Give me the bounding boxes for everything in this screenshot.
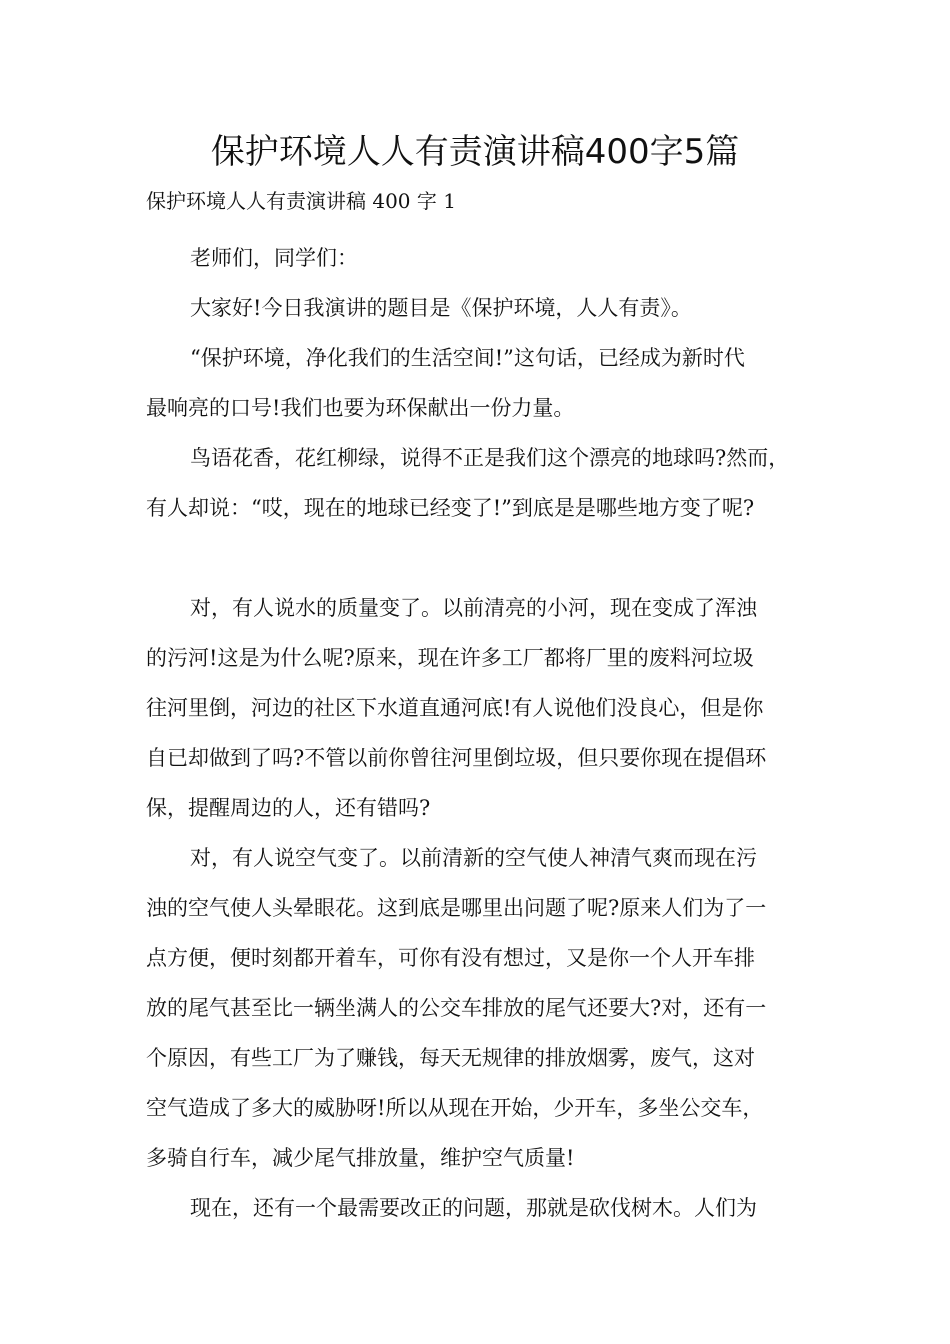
text-line: 鸟语花香，花红柳绿，说得不正是我们这个漂亮的地球吗?然而， — [190, 446, 790, 470]
text-line: 对，有人说空气变了。以前清新的空气使人神清气爽而现在污 — [190, 846, 757, 870]
document-title: 保护环境人人有责演讲稿400字5篇 — [210, 132, 740, 172]
paragraph-greeting — [146, 233, 810, 283]
paragraph-spacer — [146, 533, 810, 583]
paragraph-slogan — [146, 333, 810, 433]
paragraph-air — [146, 833, 810, 1183]
paragraph-trees — [146, 1183, 810, 1233]
paragraph-water — [146, 583, 810, 833]
text-line: 浊的空气使人头晕眼花。这到底是哪里出问题了呢?原来人们为了一 — [146, 896, 767, 920]
text-line: 有人却说：“哎，现在的地球已经变了!”到底是是哪些地方变了呢? — [146, 496, 755, 520]
text-line: 多骑自行车，减少尾气排放量，维护空气质量! — [146, 1146, 575, 1170]
text-line: 现在，还有一个最需要改正的问题，那就是砍伐树木。人们为 — [190, 1196, 757, 1220]
paragraph-intro — [146, 283, 810, 333]
text-line: 老师们，同学们： — [190, 246, 358, 270]
text-line: 放的尾气甚至比一辆坐满人的公交车排放的尾气还要大?对，还有一 — [146, 996, 767, 1020]
text-line: 空气造成了多大的威胁呀!所以从现在开始，少开车，多坐公交车， — [146, 1096, 764, 1120]
text-line: 的污河!这是为什么呢?原来，现在许多工厂都将厂里的废料河垃圾 — [146, 646, 754, 670]
text-line: 个原因，有些工厂为了赚钱，每天无规律的排放烟雾，废气，这对 — [146, 1046, 755, 1070]
text-line: 保，提醒周边的人，还有错吗? — [146, 796, 431, 820]
text-line: 自已却做到了吗?不管以前你曾往河里倒垃圾，但只要你现在提倡环 — [146, 746, 767, 770]
text-line: 点方便，便时刻都开着车，可你有没有想过，又是你一个人开车排 — [146, 946, 755, 970]
document-body — [146, 233, 810, 1233]
section-heading: 保护环境人人有责演讲稿 400 字 1 — [146, 189, 456, 213]
text-line: “保护环境，净化我们的生活空间!”这句话，已经成为新时代 — [190, 346, 745, 370]
paragraph-earth — [146, 433, 810, 533]
text-line: 对，有人说水的质量变了。以前清亮的小河，现在变成了浑浊 — [190, 596, 757, 620]
text-line: 大家好!今日我演讲的题目是《保护环境，人人有责》。 — [190, 296, 692, 320]
text-line: 最响亮的口号!我们也要为环保献出一份力量。 — [146, 396, 575, 420]
text-line: 往河里倒，河边的社区下水道直通河底!有人说他们没良心，但是你 — [146, 696, 764, 720]
